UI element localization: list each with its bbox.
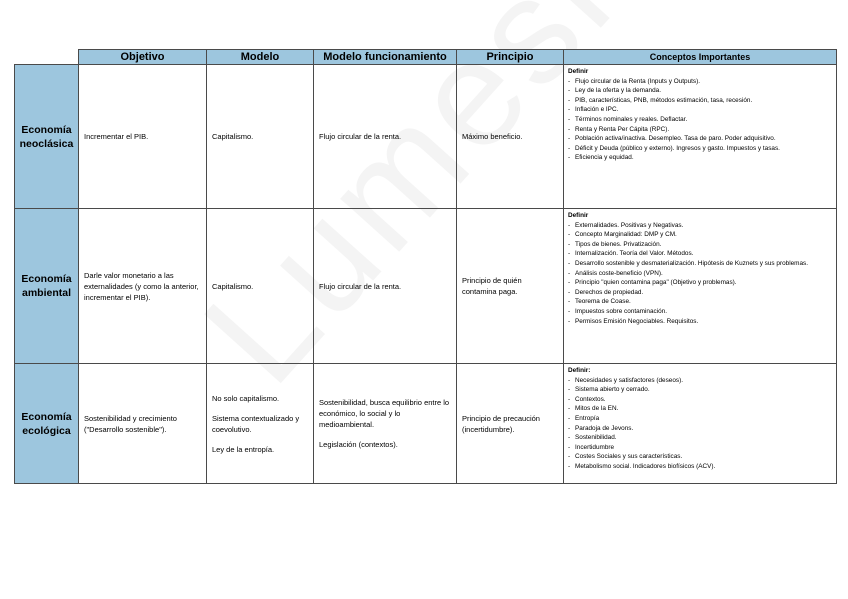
funcionamiento-cell [314, 364, 457, 484]
concept-item: - Renta y Renta Per Cápita (RPC). [568, 125, 832, 135]
concept-item: - Desarrollo sostenible y desmaterialización. Hipótesis de Kuznets y sus problemas. [568, 259, 832, 269]
concepts-list [568, 376, 832, 472]
modelo-cell [207, 65, 314, 209]
header-principio: Principio [457, 50, 564, 65]
concept-item: - Derechos de propiedad. [568, 288, 832, 298]
concept-item: - Permisos Emisión Negociables. Requisitos. [568, 317, 832, 327]
objetivo-cell: Darle valor monetario a las externalidades (y como la anterior, incrementar el PIB). [79, 209, 207, 364]
concepts-list [568, 77, 832, 163]
concept-item: - Paradoja de Jevons. [568, 424, 832, 434]
table-row [15, 364, 837, 484]
row-header: Economía ecológica [15, 364, 79, 484]
modelo-text: Capitalismo. [212, 281, 254, 291]
concepts-cell [564, 65, 837, 209]
concept-item: - Internalización. Teoría del Valor. Métodos. [568, 249, 832, 259]
concept-item: - Principio "quien contamina paga" (Objetivo y problemas). [568, 278, 832, 288]
principio-cell: Principio de quién contamina paga. [457, 209, 564, 364]
funcionamiento-text: Flujo circular de la renta. [319, 281, 402, 291]
row-header: Economía ambiental [15, 209, 79, 364]
modelo-text: Sistema contextualizado y coevolutivo. [212, 413, 300, 434]
concept-item: - Entropía [568, 414, 832, 424]
principio-cell: Principio de precaución (incertidumbre). [457, 364, 564, 484]
modelo-cell [207, 364, 314, 484]
header-funcionamiento: Modelo funcionamiento [314, 50, 457, 65]
concept-item: - Tipos de bienes. Privatización. [568, 240, 832, 250]
corner-cell [15, 50, 79, 65]
funcionamiento-text: Sostenibilidad, busca equilibrio entre lo económico, lo social y lo medioambiental. [319, 398, 450, 429]
concept-item: - Mitos de la EN. [568, 404, 832, 414]
concept-item: - Impuestos sobre contaminación. [568, 307, 832, 317]
concepts-title: Definir [568, 212, 589, 219]
concept-item: - PIB, características, PNB, métodos estimación, tasa, recesión. [568, 96, 832, 106]
concept-item: - Términos nominales y reales. Deflactar. [568, 115, 832, 125]
funcionamiento-text: Legislación (contextos). [319, 440, 398, 449]
header-objetivo: Objetivo [79, 50, 207, 65]
objetivo-cell: Sostenibilidad y crecimiento ("Desarrollo sostenible"). [79, 364, 207, 484]
row-header: Economía neoclásica [15, 65, 79, 209]
concept-item: - Déficit y Deuda (público y externo). Ingresos y gasto. Impuestos y tasas. [568, 144, 832, 154]
concept-item: - Incertidumbre [568, 443, 832, 453]
header-row [15, 50, 837, 65]
header-modelo: Modelo [207, 50, 314, 65]
concept-item: - Metabolismo social. Indicadores biofísicos (ACV). [568, 462, 832, 472]
concepts-table [14, 49, 837, 484]
funcionamiento-cell [314, 65, 457, 209]
concepts-cell [564, 364, 837, 484]
modelo-text: Capitalismo. [212, 132, 254, 141]
concept-item: - Población activa/inactiva. Desempleo. Tasa de paro. Poder adquisitivo. [568, 134, 832, 144]
table-row [15, 209, 837, 364]
concepts-title: Definir [568, 68, 589, 75]
concepts-cell [564, 209, 837, 364]
concept-item: - Inflación e IPC. [568, 105, 832, 115]
modelo-text: No solo capitalismo. [212, 393, 280, 403]
concept-item: - Externalidades. Positivas y Negativas. [568, 221, 832, 231]
modelo-cell [207, 209, 314, 364]
funcionamiento-cell [314, 209, 457, 364]
table-row [15, 65, 837, 209]
concept-item: - Teorema de Coase. [568, 297, 832, 307]
concept-item: - Ley de la oferta y la demanda. [568, 86, 832, 96]
concept-item: - Costes Sociales y sus características. [568, 452, 832, 462]
concept-item: - Análisis coste-beneficio (VPN). [568, 269, 832, 279]
concept-item: - Sostenibilidad. [568, 433, 832, 443]
concept-item: - Eficiencia y equidad. [568, 153, 832, 163]
principio-cell: Máximo beneficio. [457, 65, 564, 209]
objetivo-cell: Incrementar el PIB. [79, 65, 207, 209]
header-conceptos: Conceptos Importantes [564, 50, 837, 65]
concept-item: - Concepto Marginalidad: DMP y CM. [568, 230, 832, 240]
concept-item: - Sistema abierto y cerrado. [568, 385, 832, 395]
concept-item: - Contextos. [568, 395, 832, 405]
modelo-text: Ley de la entropía. [212, 444, 275, 454]
funcionamiento-text: Flujo circular de la renta. [319, 132, 402, 141]
concept-item: - Necesidades y satisfactores (deseos). [568, 376, 832, 386]
concepts-list [568, 221, 832, 327]
concept-item: - Flujo circular de la Renta (Inputs y Outputs). [568, 77, 832, 87]
concepts-title: Definir: [568, 367, 591, 374]
